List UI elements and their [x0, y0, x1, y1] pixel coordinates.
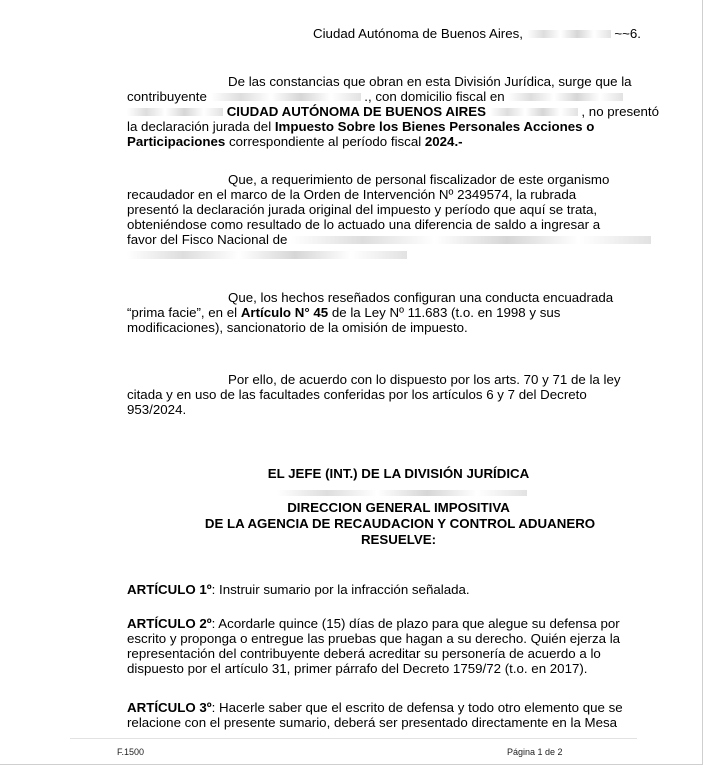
- p1-domicilio: ., con domicilio fiscal en: [364, 89, 505, 104]
- footer-form: F.1500: [117, 747, 145, 757]
- p3-prima-facie: “prima facie”, en el: [127, 305, 241, 320]
- heading-dgi: DIRECCION GENERAL IMPOSITIVA: [287, 500, 510, 515]
- p1-city: CIUDAD AUTÓNOMA DE BUENOS AIRES: [226, 104, 486, 119]
- p2-line-6: [127, 247, 670, 262]
- p1-line-4: [127, 119, 670, 134]
- article-3-line-2: relacione con el presente sumario, deberá ser presentado directamente en la Mesa: [127, 715, 618, 730]
- year-fragment: ~~6.: [614, 26, 641, 41]
- p3-articulo: Artículo N° 45: [240, 305, 329, 320]
- footer-rule: [70, 738, 637, 739]
- p1-year: 2024.-: [424, 134, 463, 149]
- p2-line-1: Que, a requerimiento de personal fiscalizador de este organismo: [228, 172, 610, 187]
- p4-line-2: citada y en uso de las facultades conferidas por los artículos 6 y 7 del Decreto: [127, 387, 587, 402]
- paragraph-3: [127, 290, 670, 335]
- paragraph-1: [127, 74, 670, 149]
- p3-line-1: Que, los hechos reseñados configuran una conducta encuadrada: [228, 290, 614, 305]
- article-3: [127, 700, 670, 730]
- p1-line-2: [127, 89, 670, 104]
- redacted-amount-2: [127, 251, 407, 259]
- p1-line-1: De las constancias que obran en esta División Jurídica, surge que la: [228, 74, 632, 89]
- p2-fisco: favor del Fisco Nacional de: [127, 232, 288, 247]
- p1-no-presento: , no presentó: [581, 104, 660, 119]
- heading-resuelve: RESUELVE:: [360, 532, 437, 547]
- redacted-postal: [490, 108, 578, 116]
- paragraph-4: [127, 372, 670, 417]
- place-date: Ciudad Autónoma de Buenos Aires,: [313, 26, 523, 41]
- article-1-label: ARTÍCULO 1º: [127, 582, 212, 597]
- paragraph-2: [127, 172, 670, 262]
- article-3-label: ARTÍCULO 3º: [127, 700, 212, 715]
- p3-ley: de la Ley Nº 11.683 (t.o. en 1998 y sus: [328, 305, 561, 320]
- p3-line-2: [127, 305, 670, 320]
- article-1: [127, 582, 670, 597]
- article-2: [127, 616, 670, 676]
- redacted-date: [527, 30, 611, 38]
- article-2-line-3: representación del contribuyente deberá acreditar su personería de acuerdo a lo: [127, 646, 601, 661]
- article-2-label: ARTÍCULO 2º: [127, 616, 212, 631]
- p3-line-3: modificaciones), sancionatorio de la omisión de impuesto.: [127, 320, 468, 335]
- p2-line-3: presentó la declaración jurada original del impuesto y período que aquí se trata,: [127, 202, 598, 217]
- footer-page: Página 1 de 2: [507, 747, 563, 757]
- p1-participaciones: Participaciones: [127, 134, 226, 149]
- article-2-line-4: dispuesto por el artículo 31, primer párrafo del Decreto 1759/72 (t.o. en 2017).: [127, 661, 588, 676]
- redacted-name: [211, 93, 361, 101]
- p4-line-1: Por ello, de acuerdo con lo dispuesto por los arts. 70 y 71 de la ley: [228, 372, 621, 387]
- p1-dj: la declaración jurada del: [127, 119, 272, 134]
- p2-line-5: [127, 232, 670, 247]
- article-2-line-1: : Acordarle quince (15) días de plazo para que alegue su defensa por: [211, 616, 620, 631]
- redacted-address: [508, 93, 623, 101]
- p1-contribuyente: contribuyente: [127, 89, 207, 104]
- p1-line-5: [127, 134, 670, 149]
- redacted-address-2: [127, 108, 223, 116]
- heading-jefe: EL JEFE (INT.) DE LA DIVISIÓN JURÍDICA: [267, 466, 530, 481]
- article-2-line-2: escrito y proponga o entregue las pruebas que hagan a su derecho. Quién ejerza la: [127, 631, 621, 646]
- place-date-line: [313, 26, 641, 41]
- p1-impuesto: Impuesto Sobre los Bienes Personales Acciones o: [274, 119, 595, 134]
- p2-line-4: obteniéndose como resultado de lo actuado una diferencia de saldo a ingresar a: [127, 217, 601, 232]
- redacted-amount: [291, 236, 651, 244]
- article-3-line-1: : Hacerle saber que el escrito de defensa y todo otro elemento que se: [211, 700, 623, 715]
- article-1-text: : Instruir sumario por la infracción señalada.: [211, 582, 470, 597]
- heading-agencia: DE LA AGENCIA DE RECAUDACION Y CONTROL ADUANERO: [204, 516, 596, 531]
- p2-line-2: recaudador en el marco de la Orden de Intervención Nº 2349574, la rubrada: [127, 187, 577, 202]
- p1-periodo: correspondiente al período fiscal: [225, 134, 425, 149]
- p4-line-3: 953/2024.: [127, 402, 187, 417]
- p1-line-3: [127, 104, 670, 119]
